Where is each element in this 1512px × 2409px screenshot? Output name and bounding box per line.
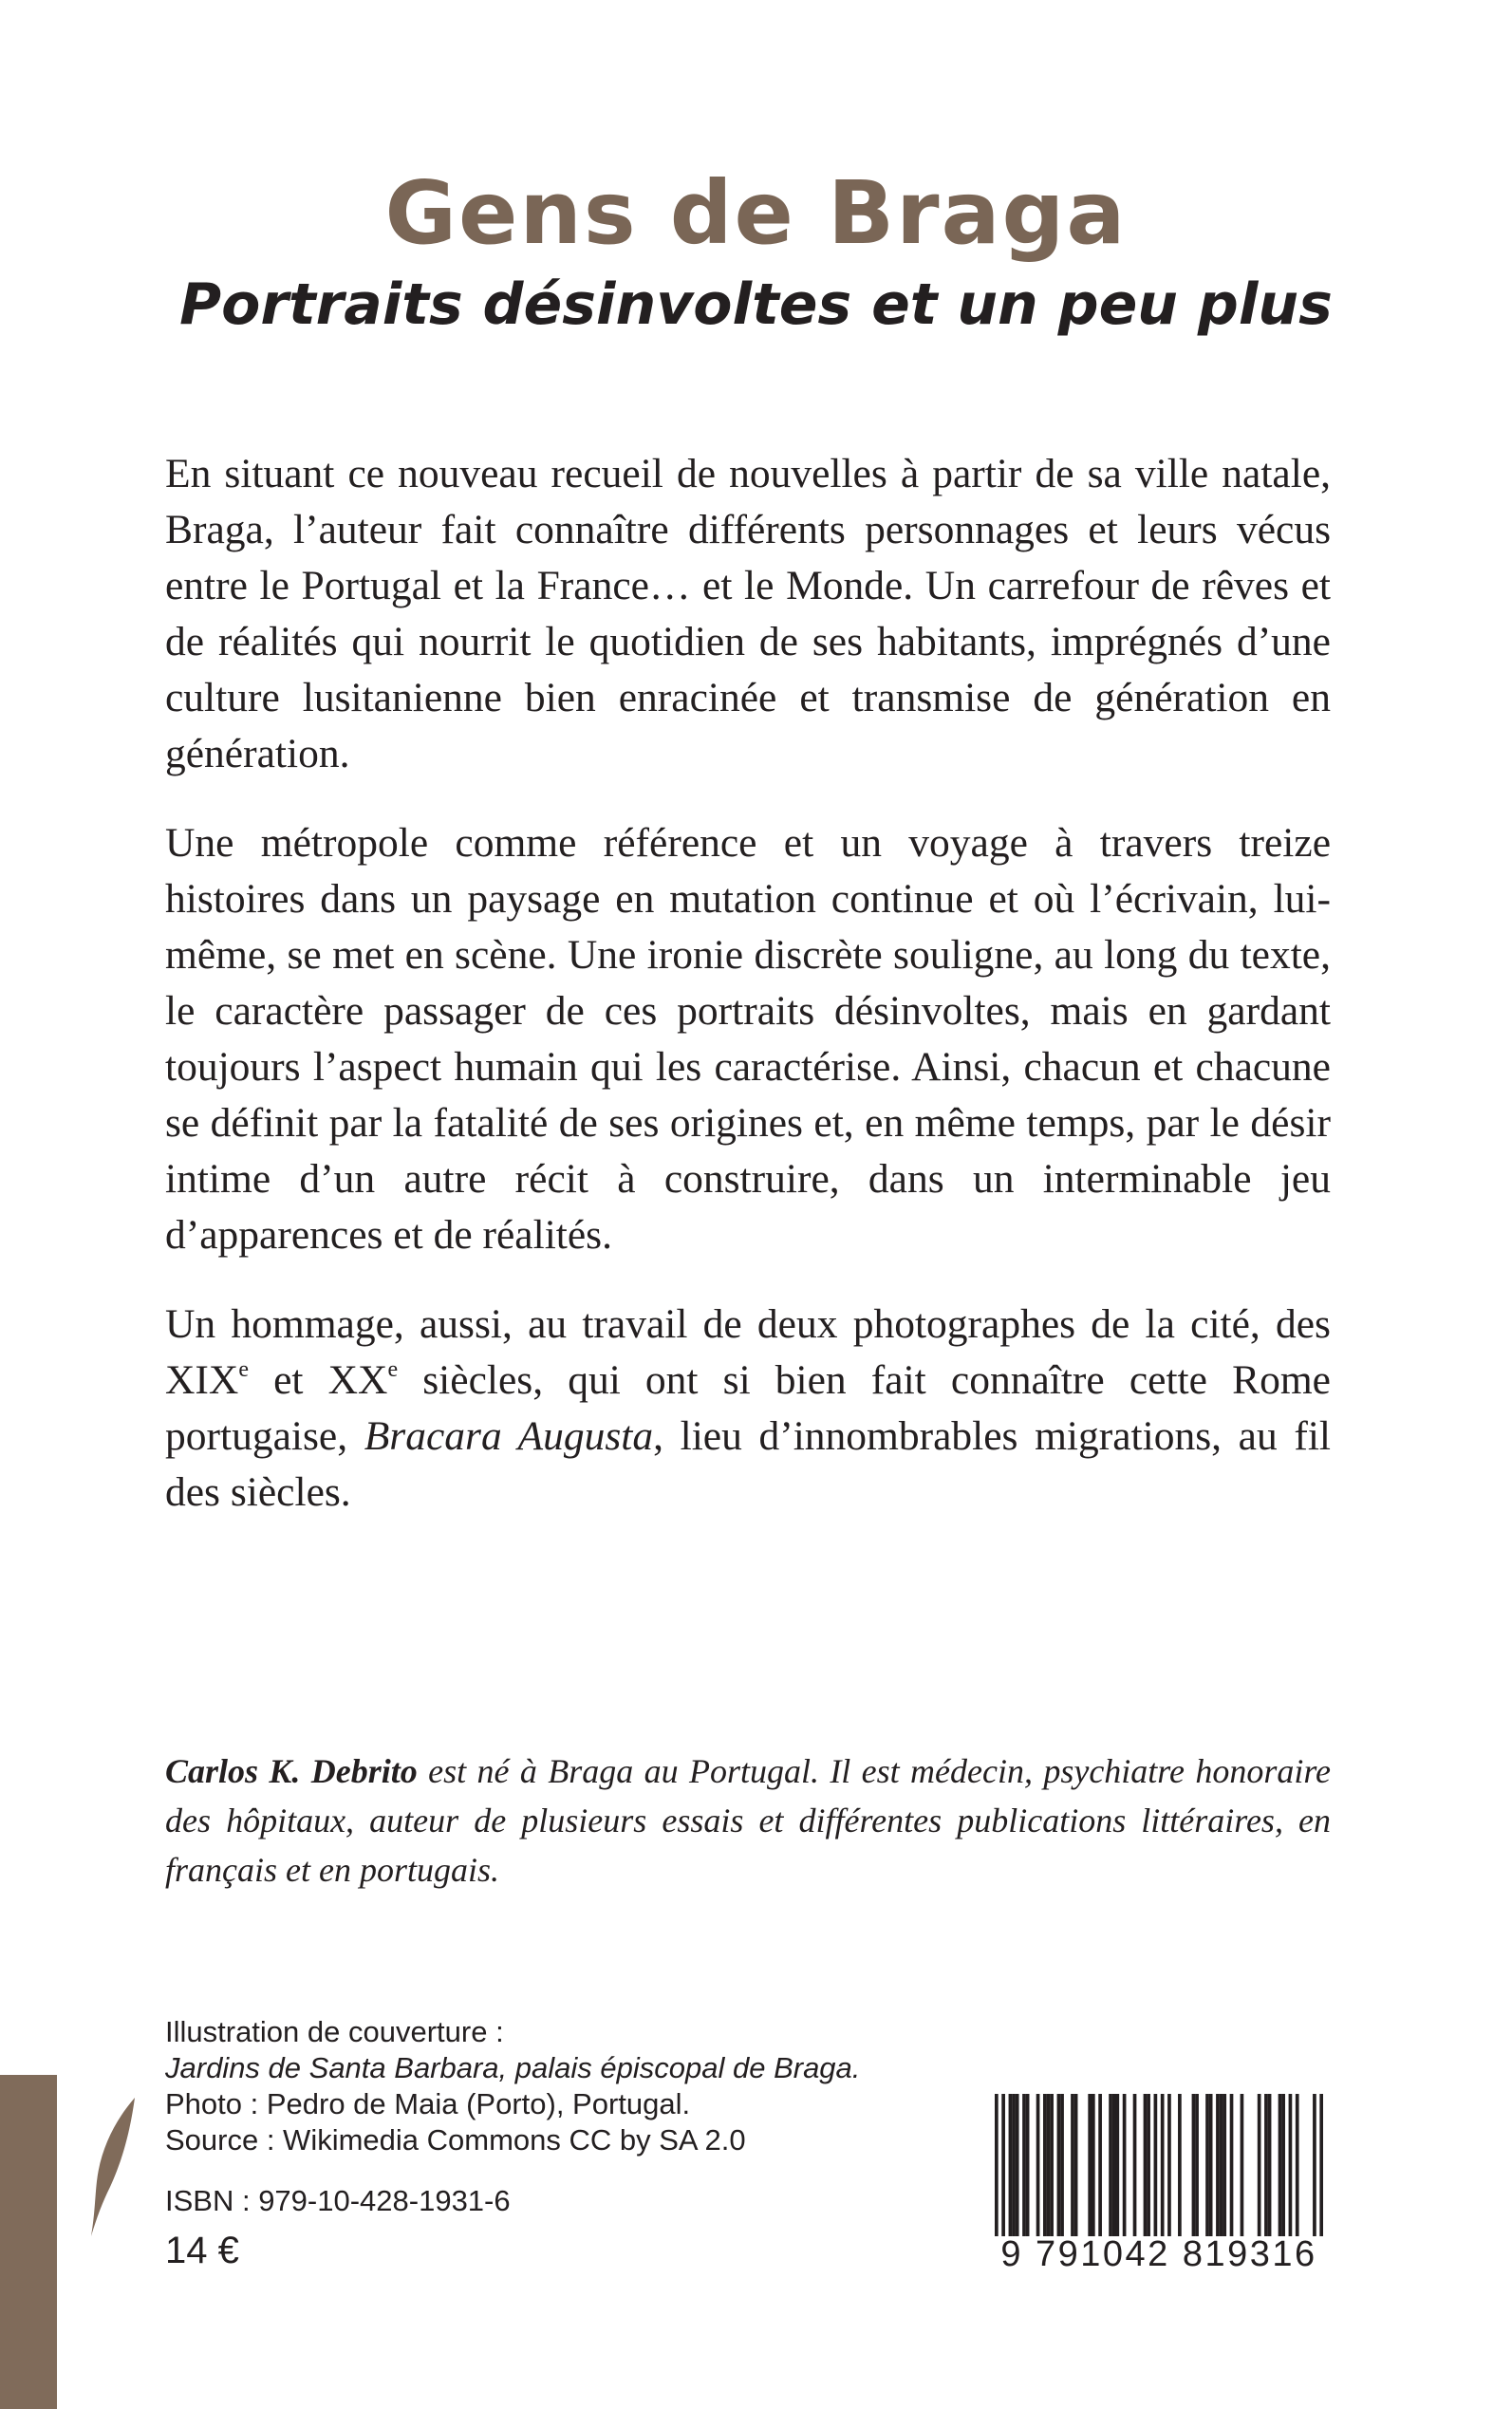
barcode-bar bbox=[1178, 2094, 1182, 2236]
barcode-bar bbox=[1071, 2094, 1074, 2236]
barcode-bar bbox=[1144, 2094, 1148, 2236]
barcode-bar bbox=[1147, 2094, 1150, 2236]
barcode-bar bbox=[1026, 2094, 1030, 2236]
summary-paragraph-3 bbox=[165, 1297, 1331, 1521]
credits-photo: Photo : Pedro de Maia (Porto), Portugal. bbox=[165, 2087, 691, 2120]
barcode-bar bbox=[1289, 2094, 1293, 2236]
book-price: 14 € bbox=[165, 2230, 239, 2271]
barcode-bar bbox=[1313, 2094, 1316, 2236]
barcode-bar bbox=[1012, 2094, 1016, 2236]
barcode-bar bbox=[1296, 2094, 1299, 2236]
summary-paragraph-2: Une métropole comme référence et un voyage à travers treize histoires dans un paysage en mutation continue et où l’écrivain, lui-même, se met en scène. Une ironie discrète souligne, au long du texte, le caractère passager de ces portraits désinvoltes, mais en gardant toujours l’aspect humain qui les caractérise. Ainsi, chacun et chacune se définit par la fatalité de ses origines et, en même temps, par le désir intime d’un autre récit à construire, dans un interminable jeu d’apparences et de réalités. bbox=[165, 820, 1331, 1258]
barcode-bar bbox=[1209, 2094, 1213, 2236]
barcode-bar bbox=[1264, 2094, 1268, 2236]
barcode-bar bbox=[1022, 2094, 1026, 2236]
barcode-bar bbox=[1192, 2094, 1196, 2236]
barcode-bar bbox=[1050, 2094, 1054, 2236]
barcode-bar bbox=[1167, 2094, 1171, 2236]
barcode-bar bbox=[1154, 2094, 1158, 2236]
credits-heading: Illustration de couverture : bbox=[165, 2015, 504, 2048]
barcode-bar bbox=[1241, 2094, 1244, 2236]
barcode-bar bbox=[1016, 2094, 1019, 2236]
book-title: Gens de Braga bbox=[384, 162, 1128, 264]
barcode bbox=[987, 2084, 1331, 2280]
barcode-bar bbox=[1230, 2094, 1234, 2236]
barcode-bar bbox=[1009, 2094, 1013, 2236]
barcode-bar bbox=[1133, 2094, 1137, 2236]
barcode-bar bbox=[1268, 2094, 1272, 2236]
barcode-bar bbox=[1123, 2094, 1127, 2236]
barcode-bar bbox=[1057, 2094, 1061, 2236]
barcode-bar bbox=[1258, 2094, 1261, 2236]
barcode-bar bbox=[1112, 2094, 1116, 2236]
barcode-bars bbox=[995, 2094, 1323, 2236]
author-bio-text: est né à Braga au Portugal. Il est médecin, psychiatre honoraire des hôpitaux, auteur de plusieurs essais et différentes publications littéraires, en français et en portugais. bbox=[165, 1752, 1331, 1889]
summary-p3-part2: et XX bbox=[248, 1357, 388, 1403]
summary-p3-part3: siècles, qui ont si bien fait connaître cette Rome portugaise, bbox=[165, 1357, 1331, 1459]
barcode-bar bbox=[1098, 2094, 1102, 2236]
barcode-bar bbox=[1001, 2094, 1005, 2236]
barcode-bar bbox=[1109, 2094, 1112, 2236]
superscript-e: e bbox=[238, 1357, 249, 1382]
summary-p3-part4: , lieu d’innombrables migrations, au fil des siècles. bbox=[165, 1413, 1331, 1515]
barcode-bar bbox=[1088, 2094, 1092, 2236]
barcode-bar bbox=[1281, 2094, 1285, 2236]
barcode-bar bbox=[1205, 2094, 1209, 2236]
barcode-bar bbox=[1195, 2094, 1199, 2236]
barcode-bar bbox=[1319, 2094, 1323, 2236]
author-name: Carlos K. Debrito bbox=[165, 1752, 418, 1790]
superscript-e: e bbox=[387, 1357, 399, 1382]
summary-text bbox=[165, 446, 1331, 1554]
barcode-bar bbox=[995, 2094, 999, 2236]
isbn-number: ISBN : 979-10-428-1931-6 bbox=[165, 2184, 511, 2217]
publisher-color-strip bbox=[0, 2075, 57, 2409]
author-bio bbox=[165, 1746, 1331, 1895]
credits-illustration-title: Jardins de Santa Barbara, palais épiscopal de Braga. bbox=[165, 2051, 861, 2084]
book-subtitle: Portraits désinvoltes et un peu plus bbox=[179, 271, 1333, 338]
barcode-bar bbox=[1279, 2094, 1282, 2236]
latin-city-name: Bracara Augusta bbox=[364, 1413, 654, 1459]
barcode-bar bbox=[1060, 2094, 1064, 2236]
feather-icon bbox=[87, 2096, 137, 2238]
barcode-bar bbox=[1161, 2094, 1165, 2236]
credits-source: Source : Wikimedia Commons CC by SA 2.0 bbox=[165, 2123, 746, 2157]
barcode-bar bbox=[1220, 2094, 1223, 2236]
barcode-bar bbox=[1115, 2094, 1119, 2236]
barcode-bar bbox=[1216, 2094, 1220, 2236]
summary-paragraph-1: En situant ce nouveau recueil de nouvelles à partir de sa ville natale, Braga, l’auteur fait connaître différents personnages et leurs vécus entre le Portugal et la France… et le Monde. Un carrefour de rêves et de réalités qui nourrit le quotidien de ses habitants, imprégnés d’une culture lusitanienne bien enracinée et transmise de génération en génération. bbox=[165, 451, 1331, 776]
barcode-bar bbox=[1047, 2094, 1051, 2236]
barcode-bar bbox=[1074, 2094, 1078, 2236]
barcode-digits: 9 791042 819316 bbox=[1000, 2234, 1317, 2274]
barcode-bar bbox=[1036, 2094, 1040, 2236]
summary-p3-part1: Un hommage, aussi, au travail de deux photographes de la cité, des XIX bbox=[165, 1301, 1331, 1403]
barcode-bar bbox=[1043, 2094, 1047, 2236]
cover-credits bbox=[165, 2014, 1019, 2158]
barcode-bar bbox=[1092, 2094, 1095, 2236]
barcode-bar bbox=[1223, 2094, 1226, 2236]
